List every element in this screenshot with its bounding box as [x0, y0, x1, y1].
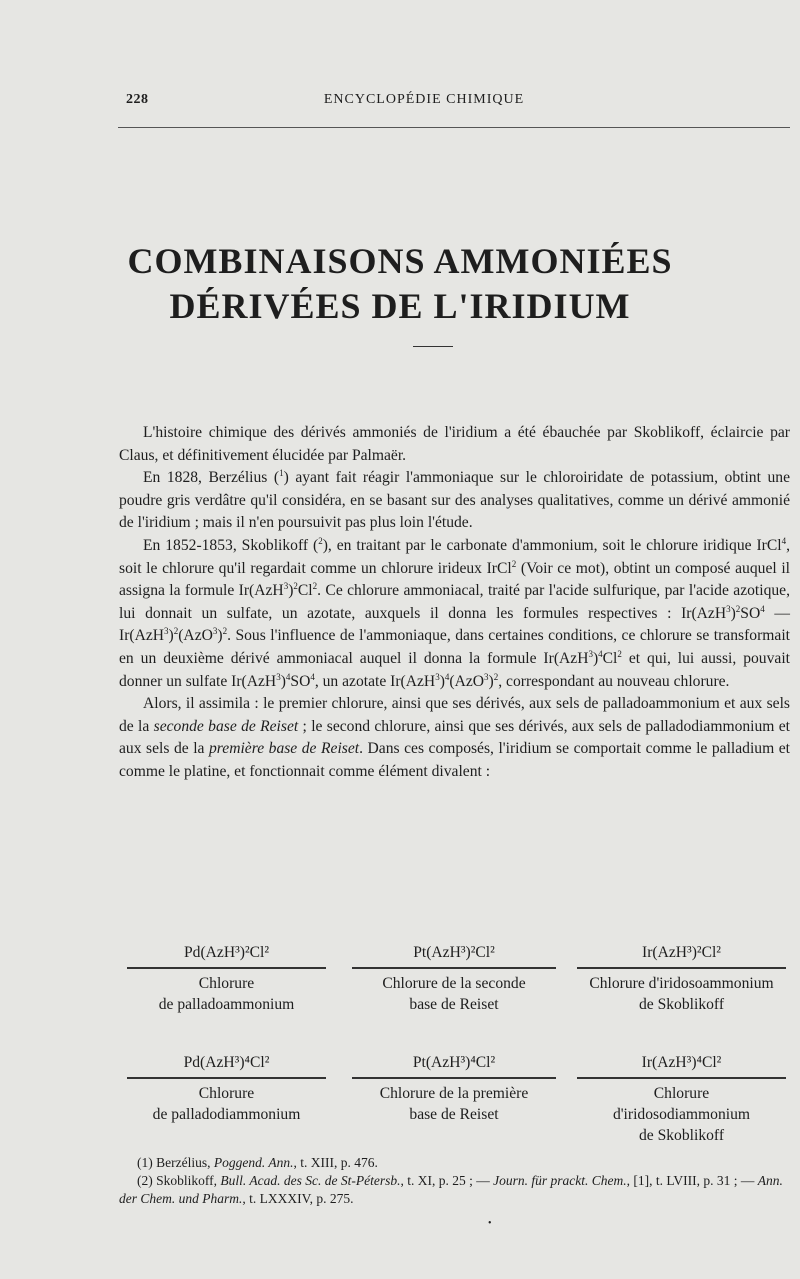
p3-m: ): [217, 627, 223, 645]
compound-cell: [119, 1052, 334, 1125]
p2-text-a: En 1828, Berzélius (: [143, 469, 280, 487]
compound-desc: base de Reiset: [409, 996, 499, 1013]
p1-text: L'histoire chimique des dérivés ammoniés de l'iridium a été ébauchée par Skoblikoff, éclaircie par Claus, et définitivement élucidée par Palmaër.: [119, 424, 790, 464]
fn2-c: , [1], t. LVIII, p. 31 ; —: [626, 1173, 758, 1188]
formula-rule: [352, 1077, 556, 1079]
p3-s5: 2: [312, 580, 318, 591]
p3-s: SO: [290, 672, 311, 690]
p3-s12: 2: [222, 626, 228, 637]
p3-j: — Ir(AzH: [119, 604, 790, 645]
compound-cell: [119, 942, 334, 1015]
fn2-d: , t. LXXXIV, p. 275.: [242, 1191, 354, 1206]
compound-desc: de Skoblikoff: [638, 1127, 725, 1144]
p3-p: Cl: [602, 649, 618, 667]
p3-e: ): [288, 582, 294, 600]
p4-b: ; le second chlorure, ainsi que ses dérivés, aux sels de palladodiammonium et aux sels de la: [119, 717, 790, 758]
compound-cell: [569, 1052, 794, 1146]
compound-formula: Pd(AzH³)⁴Cl²: [183, 1054, 270, 1071]
page-number: 228: [126, 92, 149, 107]
formula-rule: [352, 967, 556, 969]
compound-desc: de palladodiammonium: [152, 1106, 301, 1123]
p3-f: Cl: [297, 582, 313, 600]
fn1-b: , t. XIII, p. 476.: [293, 1155, 378, 1170]
p3-s7: 2: [735, 603, 741, 614]
compound-formula: Pt(AzH³)⁴Cl²: [412, 1054, 496, 1071]
p3-s20: 4: [444, 671, 450, 682]
chapter-title-line-1: COMBINAISONS AMMONIÉES: [127, 241, 673, 281]
compound-formula: Ir(AzH³)⁴Cl²: [641, 1054, 722, 1071]
compounds-table: [119, 942, 790, 1162]
formula-rule: [127, 967, 326, 969]
running-title: ENCYCLOPÉDIE CHIMIQUE: [323, 92, 525, 107]
compound-formula: Pt(AzH³)²Cl²: [413, 944, 495, 961]
compound-desc: de Skoblikoff: [638, 996, 725, 1013]
compound-desc: Chlorure de la première: [379, 1085, 529, 1102]
p3-v: (AzO: [449, 672, 485, 690]
p3-s19: 3: [435, 671, 440, 682]
fn2-a: Skoblikoff,: [152, 1173, 221, 1188]
compound-desc: de palladoammonium: [158, 996, 295, 1013]
p3-s15: 2: [617, 648, 622, 659]
footnote-ref-2: 2: [318, 535, 323, 546]
fn1-em: Poggend. Ann.: [213, 1155, 294, 1170]
p3-o: ): [592, 649, 599, 667]
p3-n: . Sous l'influence de l'ammoniaque, dans certaines conditions, ce chlorure se transformait en un deuxième dérivé ammoniacal auquel il donna la formule Ir(AzH: [119, 627, 790, 667]
p4-a: Alors, il assimila : le premier chlorure, ainsi que ses dérivés, aux sels de palladoammonium et aux sels de la: [119, 695, 790, 735]
p3-s22: 2: [493, 671, 499, 682]
fn1-a: Berzélius,: [152, 1155, 214, 1170]
footnote-2: [119, 1172, 790, 1208]
p3-s8: 4: [760, 603, 765, 614]
p3-s6: 3: [726, 603, 731, 614]
p3-s18: 4: [310, 671, 315, 682]
fn2-em1: Bull. Acad. des Sc. de St-Pétersb.: [220, 1173, 401, 1188]
compound-desc: Chlorure d'iridosoammonium: [589, 975, 774, 992]
p3-s14: 4: [598, 648, 603, 659]
p3-s17: 4: [285, 671, 291, 682]
footnotes: [119, 1154, 790, 1208]
compound-formula: Ir(AzH³)²Cl²: [642, 944, 721, 961]
p3-t: , un azotate Ir(AzH: [314, 672, 436, 690]
formula-rule: [577, 1077, 786, 1079]
compound-desc: d'iridosodiammonium: [612, 1106, 751, 1123]
footnote-mark: (1): [137, 1155, 153, 1170]
p3-s4: 2: [293, 580, 298, 591]
p3-s11: 3: [212, 626, 218, 637]
fn2-b: , t. XI, p. 25 ; —: [400, 1173, 494, 1188]
compound-cell: [344, 1052, 564, 1125]
running-head: [118, 92, 730, 114]
p3-x: , correspondant au nouveau chlorure.: [498, 672, 730, 690]
p3-s10: 2: [173, 626, 179, 637]
compound-cell: [569, 942, 794, 1015]
p3-s21: 3: [484, 671, 489, 682]
compound-cell: [344, 942, 564, 1015]
p3-u: ): [439, 672, 445, 690]
body-text: [119, 422, 790, 784]
chapter-title-line-2: DÉRIVÉES DE L'IRIDIUM: [169, 286, 631, 326]
p4-c: . Dans ces composés, l'iridium se comportait comme le palladium et comme le platine, et fonctionnait comme élément divalent :: [119, 740, 790, 780]
compounds-row-2: [119, 1052, 790, 1162]
p3-i: SO: [740, 604, 761, 622]
p3-b: ), en traitant par le carbonate d'ammonium, soit le chlorure iridique IrCl: [322, 536, 782, 554]
p3-s2: 2: [511, 558, 517, 569]
p2-text-b: ) ayant fait réagir l'ammoniaque sur le chloroiridate de potassium, obtint une poudre gris verdâtre qu'il considéra, en se basant sur des analyses qualitatives, comme un dérivé ammonié de l'iridium ; mais il n'en poursuivit pas plus loin l'étude.: [119, 469, 790, 532]
p3-d: (Voir ce mot), obtint un composé auquel il assigna la formule Ir(AzH: [119, 559, 791, 600]
fn2-em2: Journ. für prackt. Chem.: [493, 1173, 627, 1188]
compounds-row-1: [119, 942, 790, 1052]
compound-desc: Chlorure: [653, 1085, 710, 1102]
p3-w: ): [488, 672, 494, 690]
p3-s9: 3: [164, 626, 169, 637]
p4-em1: seconde base de Reiset: [153, 717, 299, 735]
p3-s1: 4: [781, 535, 787, 546]
formula-rule: [127, 1077, 326, 1079]
fn2-em3: Ann. der Chem. und Pharm.: [119, 1173, 783, 1206]
compound-desc: Chlorure: [198, 1085, 255, 1102]
footnote-mark: (2): [137, 1173, 153, 1188]
compound-desc: Chlorure: [198, 975, 255, 992]
p3-s16: 3: [276, 671, 281, 682]
paragraph-3: [119, 535, 790, 693]
p4-em2: première base de Reiset: [208, 740, 360, 758]
paragraph-4: [119, 693, 790, 783]
p3-s13: 3: [588, 648, 593, 659]
footnote-ref-1: 1: [279, 468, 284, 478]
p3-c: , soit le chlorure qu'il regardait comme un chlorure irideux IrCl: [119, 536, 790, 577]
p3-r: ): [280, 672, 286, 690]
p3-l: (AzO: [178, 627, 213, 645]
paragraph-2: [119, 467, 790, 535]
p3-s3: 3: [283, 580, 289, 591]
printer-mark: •: [488, 1218, 492, 1229]
p3-h: ): [730, 604, 736, 622]
paragraph-1: [119, 422, 790, 467]
formula-rule: [577, 967, 786, 969]
p3-a: En 1852-1853, Skoblikoff (: [143, 536, 319, 554]
p3-q: et qui, lui aussi, pouvait donner un sulfate Ir(AzH: [119, 649, 790, 690]
compound-desc: Chlorure de la seconde: [382, 975, 526, 992]
title-rule: [413, 346, 453, 347]
compound-formula: Pd(AzH³)²Cl²: [183, 944, 270, 961]
footnote-1: [119, 1154, 790, 1172]
compound-desc: base de Reiset: [409, 1106, 499, 1123]
p3-k: ): [168, 627, 174, 645]
p3-g: . Ce chlorure ammoniacal, traité par l'acide sulfurique, par l'acide azotique, lui donnait un sulfate, un azotate, auxquels il donna les formules respectives : Ir(AzH: [119, 582, 790, 622]
header-rule: [118, 127, 790, 128]
